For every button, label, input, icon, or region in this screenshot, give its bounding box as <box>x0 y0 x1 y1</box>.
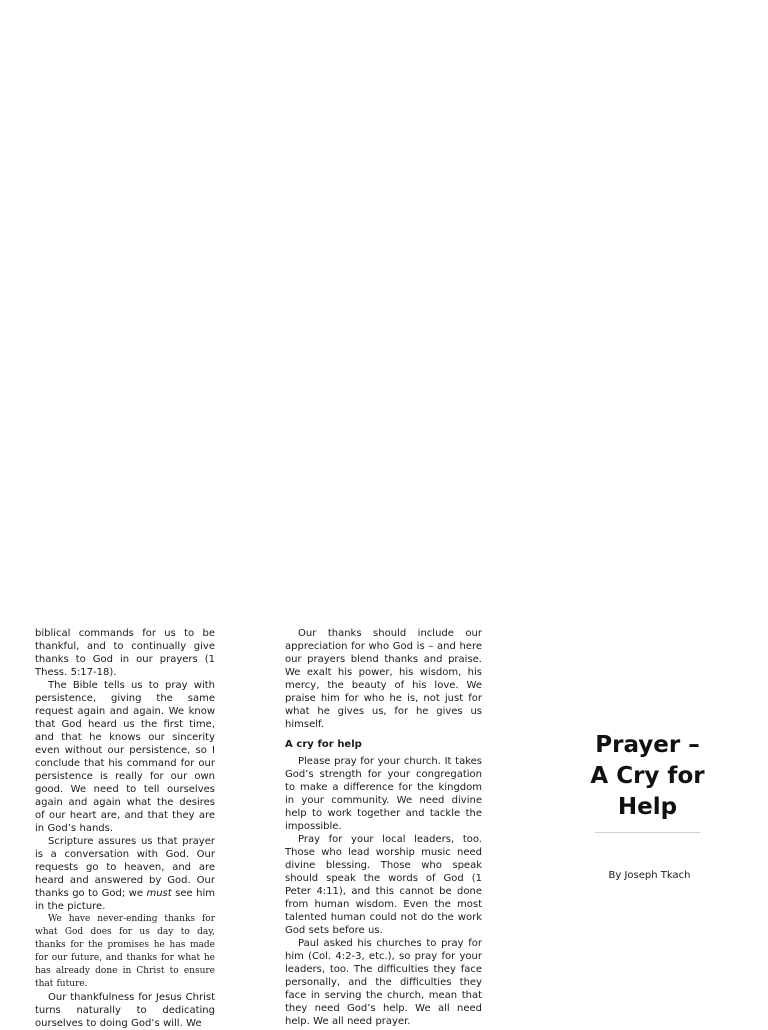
paragraph: We have never-ending thanks for what God does for us day to day, thanks for the promises he has made for our future, and thanks for what he has already done in Christ to ensure that future. <box>35 914 215 989</box>
emphasis-text: must <box>146 888 172 899</box>
paragraph: Paul asked his churches to pray for him (Col. 4:2-3, etc.), so pray for your leaders, too. The difficulties they face personally, and the difficulties they face in serving the church, mean that they need God’s help. We all need help. We all need prayer. <box>285 938 482 1027</box>
cover-title-line: A Cry for <box>590 763 705 789</box>
paragraph-text: see him in the picture. <box>35 888 215 912</box>
paragraph: Please pray for your church. It takes God’s strength for your congregation to make a difference for the kingdom in your community. We need divine help to work together and tackle the impossible. <box>285 756 482 832</box>
paragraph: Our thankfulness for Jesus Christ turns naturally to dedicating ourselves to doing God’s will. We <box>35 992 215 1029</box>
section-heading: A cry for help <box>285 739 362 750</box>
cover-panel <box>585 730 710 881</box>
middle-column <box>285 627 482 1028</box>
paragraph: Pray for your local leaders, too. Those who lead worship music need divine blessing. Those who speak should speak the words of God (1 Peter 4:11), and this cannot be done from human wisdom. Even the most talented human could not do the work God sets before us. <box>285 834 482 936</box>
left-column <box>35 627 215 1030</box>
cover-title-line: Help <box>617 794 678 820</box>
cover-title <box>585 730 710 823</box>
paragraph: The Bible tells us to pray with persistence, giving the same request again and again. We know that God heard us the first time, and that he knows our sincerity even without our persistence, so I conclude that his command for our persistence is really for our own good. We need to tell ourselves again and again what the desires of our heart are, and that they are in God’s hands. <box>35 680 215 834</box>
paragraph: Our thanks should include our appreciation for who God is – and here our prayers blend thanks and praise. We exalt his power, his wisdom, his mercy, the beauty of his love. We praise him for who he is, not just for what he gives us, for he gives us himself. <box>285 628 482 730</box>
paragraph-text: Scripture assures us that prayer is a conversation with God. Our requests go to heaven, and are heard and answered by God. Our thanks go to God; we <box>35 836 215 899</box>
paragraph: biblical commands for us to be thankful, and to continually give thanks to God in our prayers (1 Thess. 5:17-18). <box>35 628 215 678</box>
paragraph <box>35 835 215 913</box>
author-byline: By Joseph Tkach <box>608 870 691 881</box>
title-divider <box>595 832 700 833</box>
cover-title-line: Prayer – <box>595 732 700 758</box>
